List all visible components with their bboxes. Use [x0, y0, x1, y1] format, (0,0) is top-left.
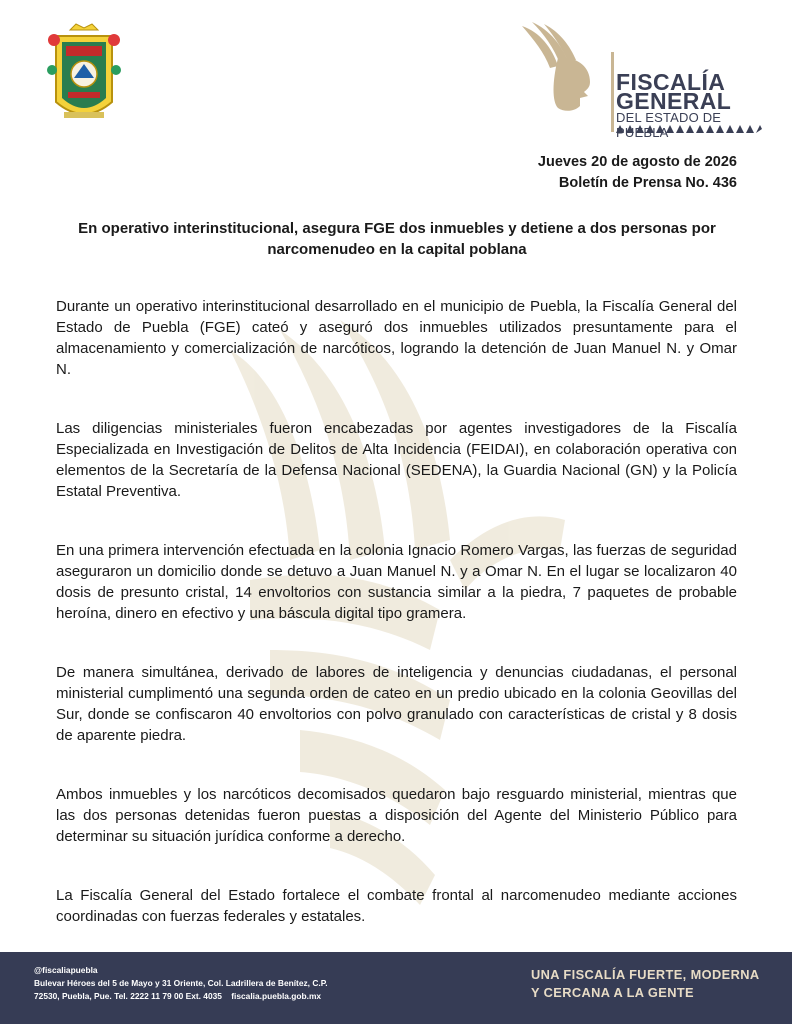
logo-pattern-border — [616, 125, 762, 133]
footer-address-line1: Bulevar Héroes del 5 de Mayo y 31 Oriente, Col. Ladrillera de Benítez, C.P. — [34, 978, 328, 988]
logo-divider — [611, 52, 614, 132]
fiscalia-logo — [518, 22, 768, 125]
fiscalia-head-logo-icon — [518, 22, 596, 114]
bulletin-body — [56, 296, 737, 965]
body-paragraph: La Fiscalía General del Estado fortalece el combate frontal al narcomenudeo mediante acciones coordinadas con fuerzas federales y estatales. — [56, 887, 737, 925]
bulletin-date: Jueves 20 de agosto de 2026 — [537, 154, 737, 170]
footer-slogan — [531, 966, 760, 1002]
logo-title-line1: FISCALÍA — [616, 69, 726, 95]
bulletin-headline: En operativo interinstitucional, asegura FGE dos inmuebles y detiene a dos personas por narcomenudeo en la capital poblana — [78, 220, 716, 258]
social-handle: @fiscaliapuebla — [34, 965, 98, 975]
body-paragraph: Ambos inmuebles y los narcóticos decomisados quedaron bajo resguardo ministerial, mientras que las dos personas detenidas fueron puestas a disposición del Agente del Ministerio Público para determinar su situación jurídica conforme a derecho. — [56, 786, 737, 845]
body-paragraph: Las diligencias ministeriales fueron encabezadas por agentes investigadores de la Fiscalía Especializada en Investigación de Delitos de Alta Incidencia (FEIDAI), en colaboración operativa con elementos de la Secretaría de la Defensa Nacional (SEDENA), la Guardia Nacional (GN) y la Policía Estatal Preventiva. — [56, 420, 737, 500]
coat-of-arms-icon — [46, 22, 122, 124]
body-paragraph: De manera simultánea, derivado de labores de inteligencia y denuncias ciudadanas, el personal ministerial cumplimentó una segunda orden de cateo en un predio ubicado en la colonia Geovillas del Sur, donde se confiscaron 40 envoltorios con polvo granulado con características de cristal y 8 dosis de aparente piedra. — [56, 664, 737, 744]
body-paragraph: En una primera intervención efectuada en la colonia Ignacio Romero Vargas, las fuerzas de seguridad aseguraron un domicilio donde se detuvo a Juan Manuel N. y a Omar N. En el lugar se localizaron 40 dosis de presunto cristal, 14 envoltorios con sustancia similar a la piedra, 7 paquetes de probable heroína, dinero en efectivo y una báscula digital tipo gramera. — [56, 542, 737, 622]
page-footer — [0, 952, 792, 1024]
footer-address-line2: 72530, Puebla, Pue. Tel. 2222 11 79 00 Ext. 4035 fiscalia.puebla.gob.mx — [34, 991, 322, 1001]
logo-title-line2: GENERAL — [616, 88, 732, 114]
bulletin-number: Boletín de Prensa No. 436 — [558, 175, 737, 191]
logo-subtitle: DEL ESTADO DE — [616, 110, 722, 125]
slogan-line1: UNA FISCALÍA FUERTE, MODERNA — [531, 967, 760, 982]
body-paragraph: Durante un operativo interinstitucional desarrollado en el municipio de Puebla, la Fiscalía General del Estado de Puebla (FGE) cateó y aseguró dos inmuebles utilizados presuntamente para el almacenamiento y comercialización de narcóticos, logrando la detención de Juan Manuel N. y Omar N. — [56, 298, 737, 378]
bulletin-meta — [538, 152, 737, 194]
footer-contact — [34, 964, 328, 1003]
slogan-line2: Y CERCANA A LA GENTE — [531, 985, 694, 1000]
